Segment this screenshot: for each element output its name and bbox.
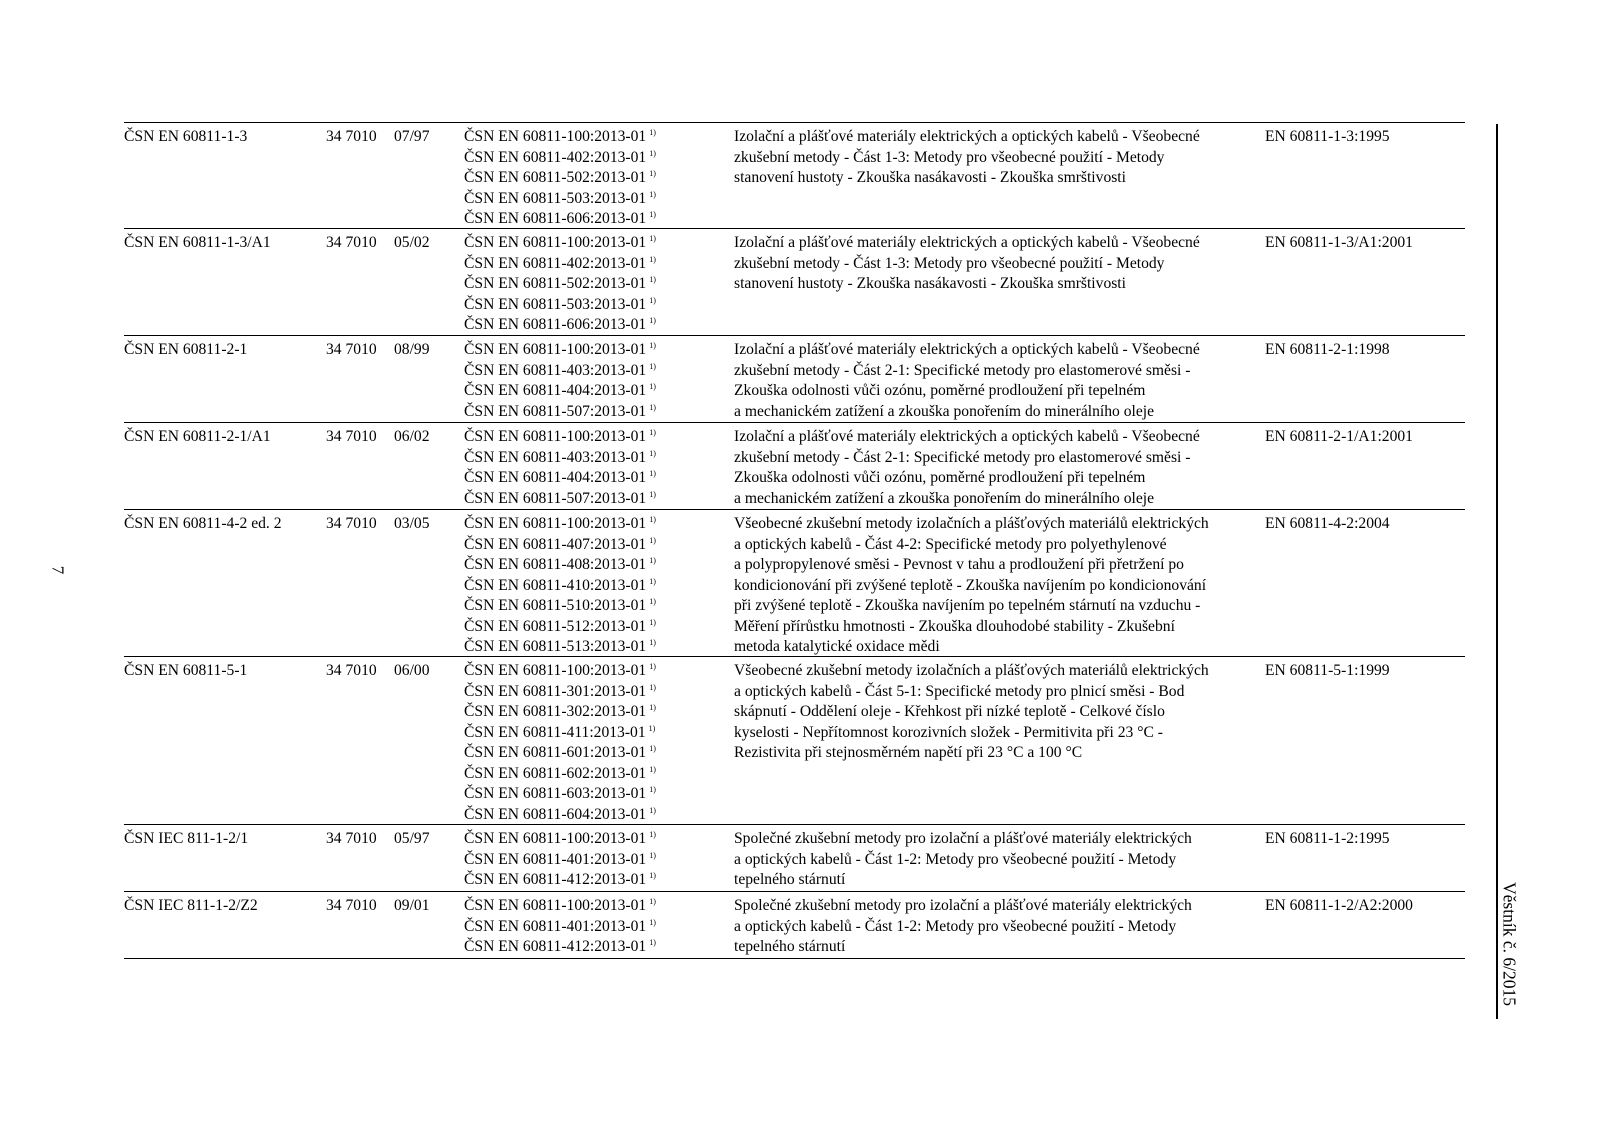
replacement-standard-code: ČSN EN 60811-604:2013-01 [464,805,647,823]
standard-designation: ČSN EN 60811-4-2 ed. 2 [124,515,282,532]
footnote-mark: 1) [649,210,656,219]
replacement-standard-code: ČSN EN 60811-507:2013-01 [464,402,647,420]
title-line: Zkouška odolnosti vůči ozónu, poměrné prodloužení při tepelném [734,469,1146,486]
title-line: Izolační a plášťové materiály elektrických a optických kabelů - Všeobecné [734,341,1200,358]
replacement-standard-code: ČSN EN 60811-503:2013-01 [464,189,647,207]
en-reference: EN 60811-2-1:1998 [1265,341,1390,358]
footnote-mark: 1) [649,295,656,305]
replacement-standard-code: ČSN EN 60811-408:2013-01 [464,556,647,573]
footnote-mark: 1) [649,597,656,606]
classification-code: 34 7010 [326,341,377,358]
title-line: a mechanickém zatížení a zkouška ponořením do minerálního oleje [734,402,1155,420]
standard-designation: ČSN EN 60811-1-3/A1 [124,234,271,251]
replacement-standard [464,361,714,382]
replacement-standard [464,805,714,826]
replacement-standard-code: ČSN EN 60811-301:2013-01 [464,682,647,700]
replacement-standard-code: ČSN EN 60811-412:2013-01 [464,938,647,955]
standard-title [734,127,1256,189]
replacement-standard [464,535,714,556]
replacement-standard [464,870,714,891]
replacement-standard [464,381,714,402]
title-line: Měření přírůstku hmotnosti - Zkouška dlouhodobé stability - Zkušební [734,617,1175,635]
replacement-standard [464,127,714,148]
title-line: a mechanickém zatížení a zkouška ponořením do minerálního oleje [734,489,1155,507]
classification-code: 34 7010 [326,662,377,679]
footnote-mark: 1) [649,576,656,586]
replacement-standard [464,829,714,850]
replacement-standard [464,743,714,764]
replacement-standard [464,661,714,682]
replacement-standard [464,514,714,535]
replacement-standard [464,850,714,871]
title-line: Izolační a plášťové materiály elektrických a optických kabelů - Všeobecné [734,128,1200,145]
title-line: při zvýšené teplotě - Zkouška navíjením po tepelném stárnutí na vzduchu - [734,597,1201,614]
classification-code: 34 7010 [326,428,377,445]
replaced-by-list [464,427,714,509]
replacement-standard [464,148,714,169]
title-line: zkušební metody - Část 1-3: Metody pro všeobecné použití - Metody [734,148,1165,166]
table-row [124,423,1465,510]
replaced-by-list [464,661,714,825]
footnote-mark: 1) [649,148,656,158]
title-line: zkušební metody - Část 2-1: Specifické metody pro elastomerové směsi - [734,448,1191,466]
replacement-standard [464,937,714,958]
footnote-mark: 1) [649,764,656,774]
standard-title [734,896,1256,958]
table-row [124,892,1465,958]
replacement-standard [464,784,714,805]
classification-code: 34 7010 [326,830,377,847]
replacement-standard-code: ČSN EN 60811-412:2013-01 [464,871,647,888]
footnote-mark: 1) [649,703,656,712]
footnote-mark: 1) [649,189,656,199]
replacement-standard [464,189,714,210]
footnote-mark: 1) [649,662,656,671]
table-row [124,510,1465,657]
journal-label [1498,869,1520,1019]
replaced-by-list [464,514,714,658]
replacement-standard [464,274,714,295]
en-reference: EN 60811-1-3/A1:2001 [1265,234,1413,251]
standard-title [734,340,1256,422]
footnote-mark: 1) [649,275,656,284]
replaced-by-list [464,340,714,422]
standard-designation: ČSN EN 60811-2-1 [124,341,248,358]
replacement-standard-code: ČSN EN 60811-603:2013-01 [464,785,647,802]
footnote-mark: 1) [649,850,656,860]
replacement-standard-code: ČSN EN 60811-403:2013-01 [464,448,647,466]
replacement-standard [464,723,714,744]
footnote-mark: 1) [649,638,656,647]
replacement-standard-code: ČSN EN 60811-411:2013-01 [464,723,646,741]
title-line: a optických kabelů - Část 1-2: Metody pro všeobecné použití - Metody [734,850,1177,868]
replacement-standard-code: ČSN EN 60811-100:2013-01 [464,428,647,445]
classification-code: 34 7010 [326,234,377,251]
replaced-by-list [464,829,714,891]
en-reference: EN 60811-5-1:1999 [1265,662,1390,679]
replacement-standard [464,489,714,510]
footnote-mark: 1) [649,382,656,391]
replacement-standard-code: ČSN EN 60811-602:2013-01 [464,764,647,782]
issue-date: 05/97 [394,830,430,847]
footnote-mark: 1) [649,402,656,412]
title-line: Všeobecné zkušební metody izolačních a plášťových materiálů elektrických [734,515,1209,532]
standards-table [124,122,1465,959]
replacement-standard [464,340,714,361]
standard-title [734,514,1256,658]
footnote-mark: 1) [649,805,656,815]
replacement-standard-code: ČSN EN 60811-100:2013-01 [464,515,647,532]
standard-designation: ČSN EN 60811-5-1 [124,662,248,679]
title-line: zkušební metody - Část 2-1: Specifické metody pro elastomerové směsi - [734,361,1191,379]
replaced-by-list [464,896,714,958]
replacement-standard [464,168,714,189]
footnote-mark: 1) [649,785,656,794]
title-line: stanovení hustoty - Zkouška nasákavosti - Zkouška smrštivosti [734,275,1126,292]
issue-date: 08/99 [394,341,430,358]
footnote-mark: 1) [649,897,656,906]
replacement-standard-code: ČSN EN 60811-410:2013-01 [464,576,647,594]
footnote-mark: 1) [649,871,656,880]
replacement-standard-code: ČSN EN 60811-100:2013-01 [464,830,647,847]
replaced-by-list [464,127,714,230]
replacement-standard-code: ČSN EN 60811-510:2013-01 [464,597,647,614]
replacement-standard [464,682,714,703]
page-number: 7 [48,565,68,575]
title-line: kondicionování při zvýšené teplotě - Zkouška navíjením po kondicionování [734,576,1207,594]
replacement-standard-code: ČSN EN 60811-404:2013-01 [464,382,647,399]
replacement-standard-code: ČSN EN 60811-512:2013-01 [464,617,647,635]
replacement-standard [464,555,714,576]
footnote-mark: 1) [649,234,656,243]
footnote-mark: 1) [649,556,656,565]
footnote-mark: 1) [649,830,656,839]
footnote-mark: 1) [649,169,656,178]
footnote-mark: 1) [649,128,656,137]
replacement-standard-code: ČSN EN 60811-404:2013-01 [464,469,647,486]
title-line: tepelného stárnutí [734,871,846,888]
footnote-mark: 1) [649,682,656,692]
title-line: Rezistivita při stejnosměrném napětí při 23 °C a 100 °C [734,744,1083,761]
standard-designation: ČSN EN 60811-1-3 [124,128,248,145]
title-line: tepelného stárnutí [734,938,846,955]
replacement-standard-code: ČSN EN 60811-513:2013-01 [464,638,647,655]
footnote-mark: 1) [649,469,656,478]
classification-code: 34 7010 [326,128,377,145]
standard-title [734,427,1256,509]
replacement-standard-code: ČSN EN 60811-100:2013-01 [464,234,647,251]
standard-designation: ČSN IEC 811-1-2/Z2 [124,897,258,914]
footnote-mark: 1) [649,316,656,325]
table-row [124,123,1465,229]
title-line: a optických kabelů - Část 1-2: Metody pro všeobecné použití - Metody [734,917,1177,935]
replacement-standard [464,448,714,469]
replacement-standard [464,896,714,917]
replacement-standard [464,468,714,489]
issue-date: 09/01 [394,897,430,914]
replacement-standard-code: ČSN EN 60811-403:2013-01 [464,361,647,379]
replacement-standard [464,295,714,316]
standard-designation: ČSN IEC 811-1-2/1 [124,830,249,847]
standard-designation: ČSN EN 60811-2-1/A1 [124,428,271,445]
replacement-standard [464,637,714,658]
replacement-standard [464,702,714,723]
replacement-standard-code: ČSN EN 60811-100:2013-01 [464,128,647,145]
standard-title [734,661,1256,764]
replacement-standard-code: ČSN EN 60811-402:2013-01 [464,148,647,166]
footnote-mark: 1) [649,617,656,627]
replacement-standard-code: ČSN EN 60811-100:2013-01 [464,897,647,914]
footnote-mark: 1) [649,535,656,545]
table-row [124,657,1465,825]
replacement-standard-code: ČSN EN 60811-401:2013-01 [464,917,647,935]
classification-code: 34 7010 [326,515,377,532]
replacement-standard-code: ČSN EN 60811-502:2013-01 [464,169,647,186]
replacement-standard [464,576,714,597]
title-line: Zkouška odolnosti vůči ozónu, poměrné prodloužení při tepelném [734,382,1146,399]
replacement-standard-code: ČSN EN 60811-601:2013-01 [464,744,647,761]
footnote-mark: 1) [648,723,656,733]
footnote-mark: 1) [649,938,656,947]
replacement-standard-code: ČSN EN 60811-302:2013-01 [464,703,647,720]
replacement-standard-code: ČSN EN 60811-402:2013-01 [464,254,647,272]
en-reference: EN 60811-1-3:1995 [1265,128,1390,145]
table-row [124,336,1465,423]
replacement-standard-code: ČSN EN 60811-606:2013-01 [464,210,647,227]
replaced-by-list [464,233,714,336]
en-reference: EN 60811-2-1/A1:2001 [1265,428,1413,445]
footnote-mark: 1) [649,361,656,371]
issue-date: 03/05 [394,515,430,532]
replacement-standard-code: ČSN EN 60811-606:2013-01 [464,316,647,333]
title-line: a optických kabelů - Část 5-1: Specifické metody pro plnicí směsi - Bod [734,682,1185,700]
title-line: metoda katalytické oxidace mědi [734,638,940,655]
replacement-standard-code: ČSN EN 60811-407:2013-01 [464,535,647,553]
table-row [124,825,1465,892]
title-line: kyselosti - Nepřítomnost korozivních složek - Permitivita při 23 °C - [734,723,1163,741]
title-line: Společné zkušební metody pro izolační a plášťové materiály elektrických [734,830,1192,847]
replacement-standard-code: ČSN EN 60811-100:2013-01 [464,662,647,679]
title-line: Všeobecné zkušební metody izolačních a plášťových materiálů elektrických [734,662,1209,679]
replacement-standard-code: ČSN EN 60811-401:2013-01 [464,850,647,868]
footnote-mark: 1) [649,515,656,524]
footnote-mark: 1) [649,341,656,350]
title-line: Společné zkušební metody pro izolační a plášťové materiály elektrických [734,897,1192,914]
issue-date: 07/97 [394,128,430,145]
issue-date: 06/00 [394,662,430,679]
replacement-standard [464,764,714,785]
footnote-mark: 1) [649,448,656,458]
replacement-standard-code: ČSN EN 60811-507:2013-01 [464,489,647,507]
replacement-standard [464,233,714,254]
journal-title: Věstník č. 6/2015 [1499,882,1520,1006]
en-reference: EN 60811-1-2/A2:2000 [1265,897,1413,914]
title-line: zkušební metody - Část 1-3: Metody pro všeobecné použití - Metody [734,254,1165,272]
issue-date: 05/02 [394,234,430,251]
replacement-standard-code: ČSN EN 60811-100:2013-01 [464,341,647,358]
replacement-standard [464,917,714,938]
footnote-mark: 1) [649,489,656,499]
replacement-standard-code: ČSN EN 60811-502:2013-01 [464,275,647,292]
title-line: skápnutí - Oddělení oleje - Křehkost při nízké teplotě - Celkové číslo [734,703,1165,720]
en-reference: EN 60811-1-2:1995 [1265,830,1390,847]
replacement-standard [464,402,714,423]
table-row [124,229,1465,336]
title-line: Izolační a plášťové materiály elektrických a optických kabelů - Všeobecné [734,428,1200,445]
en-reference: EN 60811-4-2:2004 [1265,515,1390,532]
standard-title [734,233,1256,295]
replacement-standard [464,254,714,275]
footnote-mark: 1) [649,428,656,437]
replacement-standard-code: ČSN EN 60811-503:2013-01 [464,295,647,313]
replacement-standard [464,427,714,448]
replacement-standard [464,315,714,336]
title-line: stanovení hustoty - Zkouška nasákavosti - Zkouška smrštivosti [734,169,1126,186]
footnote-mark: 1) [649,917,656,927]
replacement-standard [464,596,714,617]
replacement-standard [464,209,714,230]
title-line: Izolační a plášťové materiály elektrických a optických kabelů - Všeobecné [734,234,1200,251]
title-line: a polypropylenové směsi - Pevnost v tahu a prodloužení při přetržení po [734,556,1184,573]
footnote-mark: 1) [649,744,656,753]
replacement-standard [464,617,714,638]
classification-code: 34 7010 [326,897,377,914]
issue-date: 06/02 [394,428,430,445]
footnote-mark: 1) [649,254,656,264]
title-line: a optických kabelů - Část 4-2: Specifické metody pro polyethylenové [734,535,1167,553]
standard-title [734,829,1256,891]
